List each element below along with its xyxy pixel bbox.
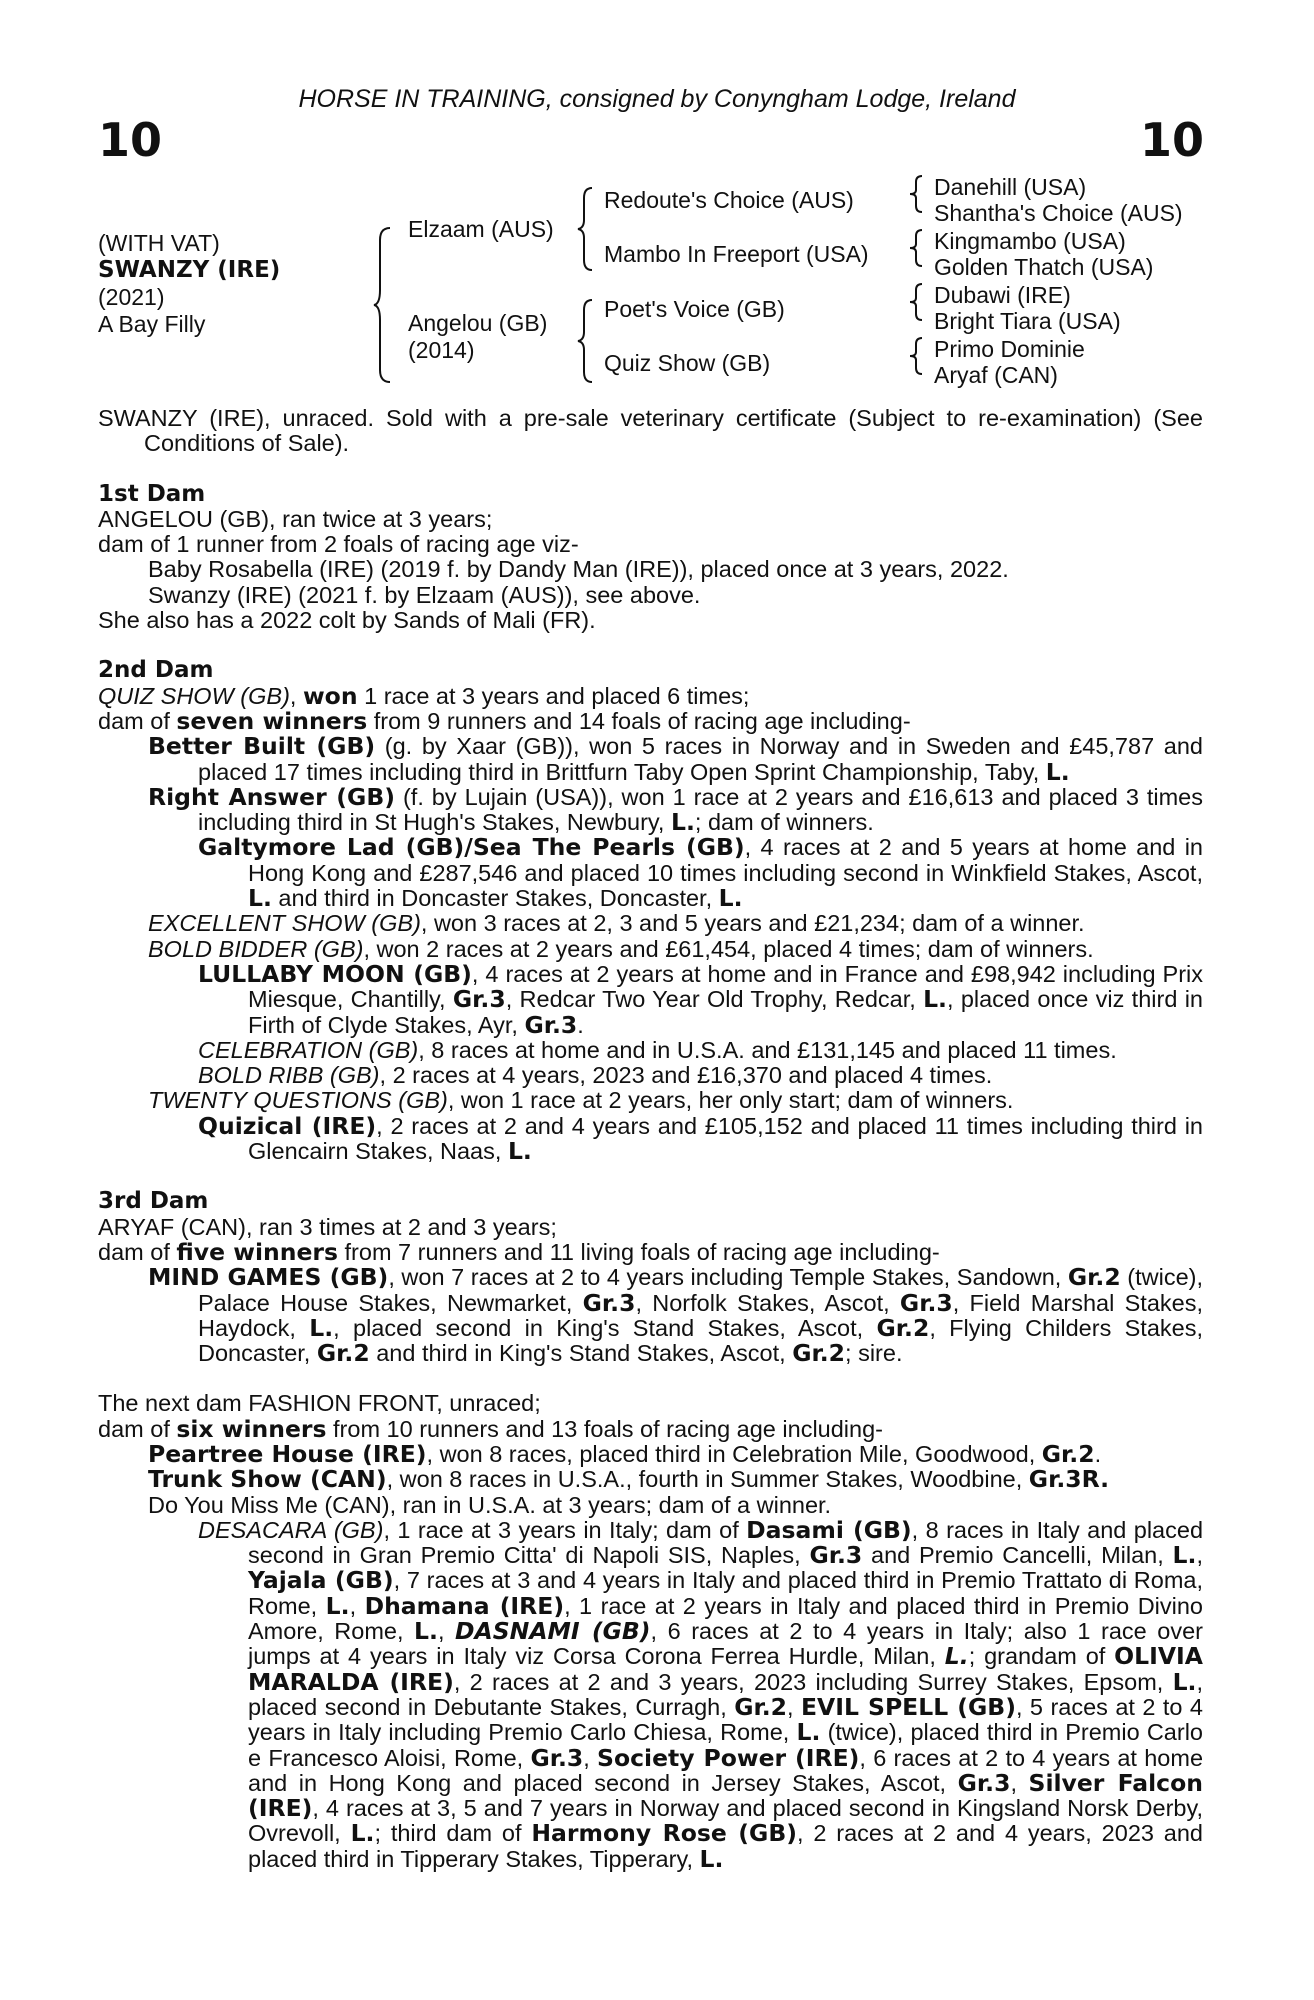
text: ; third dam of <box>374 1820 532 1847</box>
text: , placed once viz third in Firth of Clyde Stakes, Ayr, <box>248 986 1203 1038</box>
next-dam-line: The next dam FASHION FRONT, unraced; <box>98 1390 541 1417</box>
horse-name: EVIL SPELL (GB) <box>800 1692 1016 1721</box>
third-dam-line <box>98 1237 1203 1266</box>
sire-name: Elzaam (AUS) <box>408 216 554 242</box>
text: , won 7 races at 2 to 4 years including Temple Stakes, Sandown, <box>388 1264 1068 1291</box>
text: (twice), Palace House Stakes, Newmarket, <box>198 1264 1204 1316</box>
text: , Flying Childers Stakes, Doncaster, <box>198 1314 1203 1367</box>
text: , Norfolk Stakes, Ascot, <box>635 1289 900 1316</box>
horse-name: LULLABY MOON (GB) <box>198 959 472 988</box>
race-grade: Gr.2 <box>1041 1439 1095 1468</box>
text: , <box>1010 1769 1029 1796</box>
text: ; dam of winners. <box>694 809 874 836</box>
horse-name: BOLD RIBB (GB) <box>198 1062 380 1089</box>
race-grade: Gr.3 <box>524 1010 578 1039</box>
text: from 7 runners and 11 living foals of racing age including- <box>337 1238 940 1265</box>
text: ; grandam of <box>968 1643 1115 1670</box>
pedigree-brace-dd <box>908 336 926 376</box>
third-dam-line: ARYAF (CAN), ran 3 times at 2 and 3 years; <box>98 1213 557 1240</box>
race-grade: Gr.2 <box>792 1339 846 1368</box>
horse-name: Dhamana (IRE) <box>364 1591 565 1620</box>
produce-entry <box>98 1439 1203 1468</box>
horse-name: TWENTY QUESTIONS (GB) <box>148 1087 448 1114</box>
race-grade: Gr.2 <box>316 1339 370 1368</box>
ped-dsd: Bright Tiara (USA) <box>934 308 1121 334</box>
horse-name: Right Answer (GB) <box>148 782 395 811</box>
horse-name: Dasami (GB) <box>746 1515 912 1544</box>
text: seven winners <box>176 706 368 735</box>
text: (f. by Lujain (USA)), won 1 race at 2 years and £16,613 and placed 3 times including third in St Hugh's Stakes, Newbury, <box>198 783 1204 836</box>
race-grade: L. <box>248 884 272 913</box>
race-grade: Gr.3 <box>957 1768 1011 1797</box>
produce-entry <box>98 1515 1204 1873</box>
race-grade: Gr.2 <box>876 1313 930 1342</box>
race-grade: Gr.3 <box>530 1743 584 1772</box>
catalogue-body <box>98 406 1203 1872</box>
second-dam-line <box>98 706 1203 735</box>
race-grade: L. <box>507 1137 532 1166</box>
text: from 10 runners and 13 foals of racing age including- <box>326 1415 883 1442</box>
next-dam-line <box>98 1414 1203 1443</box>
race-grade: L. <box>944 1642 969 1671</box>
horse-name: Trunk Show (CAN) <box>148 1465 387 1494</box>
horse-name: Better Built (GB) <box>148 732 376 761</box>
text: , 4 races at 2 and 5 years at home and in Hong Kong and £287,546 and placed 10 times including second in Winkfield Stakes, Ascot, <box>248 834 1203 886</box>
ped-dss: Dubawi (IRE) <box>934 282 1071 308</box>
text: and third in Doncaster Stakes, Doncaster, <box>271 885 719 912</box>
race-grade: L. <box>414 1617 438 1646</box>
pedigree-brace-main <box>372 226 396 384</box>
text: , Redcar Two Year Old Trophy, Redcar, <box>505 986 924 1013</box>
horse-name: Quizical (IRE) <box>198 1111 377 1140</box>
text: (twice), placed third in Premio Carlo e Francesco Aloisi, Rome, <box>248 1719 1203 1771</box>
text: , 2 races at 2 and 4 years and £105,152 and placed 11 times including third in Glencairn Stakes, Naas, <box>248 1112 1203 1165</box>
text: , placed second in King's Stand Stakes, Ascot, <box>333 1314 877 1341</box>
intro-paragraph: SWANZY (IRE), unraced. Sold with a pre-sale veterinary certificate (Subject to re-examination) (See Conditions of Sale). <box>98 405 1203 457</box>
horse-name: Galtymore Lad (GB)/Sea The Pearls (GB) <box>198 833 745 862</box>
subject-block <box>98 230 280 338</box>
text: . <box>577 1011 584 1038</box>
third-dam-heading: 3rd Dam <box>98 1188 209 1215</box>
race-grade: Gr.3 <box>899 1288 953 1317</box>
ped-ssd: Shantha's Choice (AUS) <box>934 200 1183 226</box>
horse-name: EXCELLENT SHOW (GB) <box>148 910 421 937</box>
horse-name: OLIVIA MARALDA (IRE) <box>248 1642 1203 1696</box>
produce-entry <box>98 1467 1203 1492</box>
first-dam-line: She also has a 2022 colt by Sands of Mali (FR). <box>98 607 596 634</box>
second-dam-line <box>98 681 1203 710</box>
text: dam of <box>98 1415 177 1442</box>
horse-name: Yajala (GB) <box>248 1566 394 1595</box>
horse-name: Society Power (IRE) <box>597 1743 860 1772</box>
race-grade: L. <box>1172 1667 1197 1696</box>
horse-name: Peartree House (IRE) <box>148 1439 427 1468</box>
second-dam-heading: 2nd Dam <box>98 657 214 684</box>
pedigree-brace-sire <box>576 186 596 272</box>
produce-entry <box>98 835 1203 911</box>
horse-name: BOLD BIDDER (GB) <box>148 935 364 962</box>
text: , won 1 race at 2 years, her only start; dam of winners. <box>447 1087 1014 1114</box>
race-grade: Gr.2 <box>1067 1263 1121 1292</box>
text: , 7 races at 3 and 4 years in Italy and placed third in Premio Trattato di Roma, Rome, <box>248 1567 1203 1619</box>
text: , won 3 races at 2, 3 and 5 years and £21,234; dam of a winner. <box>420 910 1085 937</box>
text: five winners <box>176 1237 338 1266</box>
text: six winners <box>176 1414 327 1443</box>
produce-entry <box>98 782 1204 837</box>
text: , <box>787 1693 801 1720</box>
race-grade: L. <box>796 1718 821 1747</box>
text: , 6 races at 2 to 4 years in Italy; also 1 race over jumps at 4 years in Italy viz Corsa Corona Ferrea Hurdle, Milan, <box>248 1618 1203 1670</box>
text: ; sire. <box>845 1340 903 1367</box>
race-grade: L. <box>350 1819 375 1848</box>
text: and Premio Cancelli, Milan, <box>862 1542 1173 1569</box>
horse-name: Harmony Rose (GB) <box>531 1819 797 1848</box>
dam-year: (2014) <box>408 337 475 363</box>
race-grade: L. <box>309 1313 334 1342</box>
horse-name: DESACARA (GB) <box>198 1516 384 1543</box>
text: , 2 races at 2 and 4 years, 2023 and placed third in Tipperary Stakes, Tipperary, <box>248 1820 1203 1872</box>
race-grade: L. <box>325 1591 350 1620</box>
produce-entry <box>98 734 1203 785</box>
text: , won 2 races at 2 years and £61,454, placed 4 times; dam of winners. <box>363 935 1094 962</box>
text: and third in King's Stand Stakes, Ascot, <box>369 1340 793 1367</box>
race-grade: L. <box>699 1844 724 1873</box>
race-grade: L. <box>1045 757 1070 786</box>
text: , 1 race at 3 years in Italy; dam of <box>383 1516 747 1543</box>
text: , 2 races at 4 years, 2023 and £16,370 and placed 4 times. <box>379 1062 993 1089</box>
text: from 9 runners and 14 foals of racing age including- <box>367 707 911 734</box>
produce-entry <box>98 1265 1203 1366</box>
ped-sdd: Golden Thatch (USA) <box>934 254 1154 280</box>
pedigree-brace-ds <box>908 282 926 322</box>
text: , <box>349 1592 365 1619</box>
ped-dds: Primo Dominie <box>934 336 1085 362</box>
text: dam of <box>98 707 177 734</box>
race-grade: L. <box>1172 1541 1197 1570</box>
horse-name: DASNAMI (GB) <box>455 1617 651 1646</box>
produce-entry <box>98 1088 1203 1113</box>
sire-dam-name: Mambo In Freeport (USA) <box>604 241 869 267</box>
text: , <box>437 1618 456 1645</box>
produce-entry <box>98 959 1203 1039</box>
pedigree-brace-sd <box>908 228 926 268</box>
produce-entry <box>98 1038 1203 1063</box>
text: dam of <box>98 1238 177 1265</box>
text: , Field Marshal Stakes, Haydock, <box>198 1289 1203 1341</box>
produce-entry <box>98 937 1203 962</box>
pedigree-brace-ss <box>908 174 926 214</box>
text: . <box>1094 1440 1102 1467</box>
horse-name: MIND GAMES (GB) <box>148 1263 389 1292</box>
ped-sss: Danehill (USA) <box>934 174 1087 200</box>
text: , 2 races at 2 and 3 years, 2023 including Surrey Stakes, Epsom, <box>453 1668 1173 1695</box>
produce-entry: Do You Miss Me (CAN), ran in U.S.A. at 3 years; dam of a winner. <box>148 1491 832 1518</box>
produce-entry <box>98 911 1203 936</box>
race-grade: Gr.3 <box>452 985 506 1014</box>
lot-number-left: 10 <box>98 113 163 167</box>
horse-description: A Bay Filly <box>98 311 206 337</box>
ped-sds: Kingmambo (USA) <box>934 228 1126 254</box>
first-dam-line: dam of 1 runner from 2 foals of racing age viz- <box>98 531 579 558</box>
first-dam-line: ANGELOU (GB), ran twice at 3 years; <box>98 505 493 532</box>
text: , <box>583 1744 598 1771</box>
ped-ddd: Aryaf (CAN) <box>934 362 1058 388</box>
first-dam-heading: 1st Dam <box>98 480 206 507</box>
text: , 4 races at 3, 5 and 7 years in Norway and placed second in Kingsland Norsk Derby, Ovrevoll, <box>248 1795 1203 1847</box>
lot-number-right: 10 <box>1139 113 1204 167</box>
race-grade: Gr.2 <box>734 1692 788 1721</box>
produce-entry <box>98 1111 1203 1166</box>
race-grade: L. <box>670 808 695 837</box>
text: (g. by Xaar (GB)), won 5 races in Norway and in Sweden and £45,787 and placed 17 times including third in Brittfurn Taby Open Sprint Championship, Taby, <box>198 733 1203 785</box>
race-grade: Gr.3R. <box>1028 1465 1110 1494</box>
dam-name: QUIZ SHOW (GB) <box>98 682 290 709</box>
text: , 5 races at 2 to 4 years in Italy including Premio Carlo Chiesa, Rome, <box>248 1693 1203 1746</box>
produce-entry <box>98 1063 1203 1088</box>
text: won <box>302 681 358 710</box>
text: , won 8 races, placed third in Celebration Mile, Goodwood, <box>426 1440 1042 1467</box>
dam-name: Angelou (GB) <box>408 310 548 336</box>
text: , 6 races at 2 to 4 years at home and in Hong Kong and placed second in Jersey Stakes, Ascot, <box>248 1744 1204 1796</box>
first-dam-produce: Baby Rosabella (IRE) (2019 f. by Dandy Man (IRE)), placed once at 3 years, 2022. <box>148 556 1009 583</box>
text: 1 race at 3 years and placed 6 times; <box>357 682 750 709</box>
horse-name: CELEBRATION (GB) <box>198 1036 419 1063</box>
text: , 1 race at 2 years in Italy and placed third in Premio Divino Amore, Rome, <box>248 1592 1203 1645</box>
text: , 8 races in Italy and placed second in Gran Premio Citta' di Napoli SIS, Naples, <box>248 1516 1204 1569</box>
dam-dam-name: Quiz Show (GB) <box>604 350 771 376</box>
vat-note: (WITH VAT) <box>98 230 220 256</box>
catalogue-header: HORSE IN TRAINING, consigned by Conyngham Lodge, Ireland <box>298 85 1016 113</box>
text: , placed second in Debutante Stakes, Curragh, <box>248 1668 1204 1720</box>
horse-name: Silver Falcon (IRE) <box>248 1768 1203 1823</box>
sire-sire-name: Redoute's Choice (AUS) <box>604 187 854 213</box>
pedigree-brace-dam <box>576 298 596 384</box>
text: , 4 races at 2 years at home and in France and £98,942 including Prix Miesque, Chantilly, <box>248 960 1203 1013</box>
dam-sire-name: Poet's Voice (GB) <box>604 296 785 322</box>
text: , won 8 races in U.S.A., fourth in Summer Stakes, Woodbine, <box>386 1466 1029 1493</box>
race-grade: Gr.3 <box>809 1541 863 1570</box>
race-grade: Gr.3 <box>582 1288 636 1317</box>
race-grade: L. <box>718 884 743 913</box>
text: , 8 races at home and in U.S.A. and £131,145 and placed 11 times. <box>418 1036 1117 1063</box>
horse-name: SWANZY (IRE) <box>98 257 281 283</box>
race-grade: L. <box>923 985 947 1014</box>
foaling-year: (2021) <box>98 284 165 310</box>
first-dam-produce: Swanzy (IRE) (2021 f. by Elzaam (AUS)), see above. <box>148 581 701 608</box>
text: , <box>1196 1542 1203 1569</box>
text: , <box>289 682 303 709</box>
